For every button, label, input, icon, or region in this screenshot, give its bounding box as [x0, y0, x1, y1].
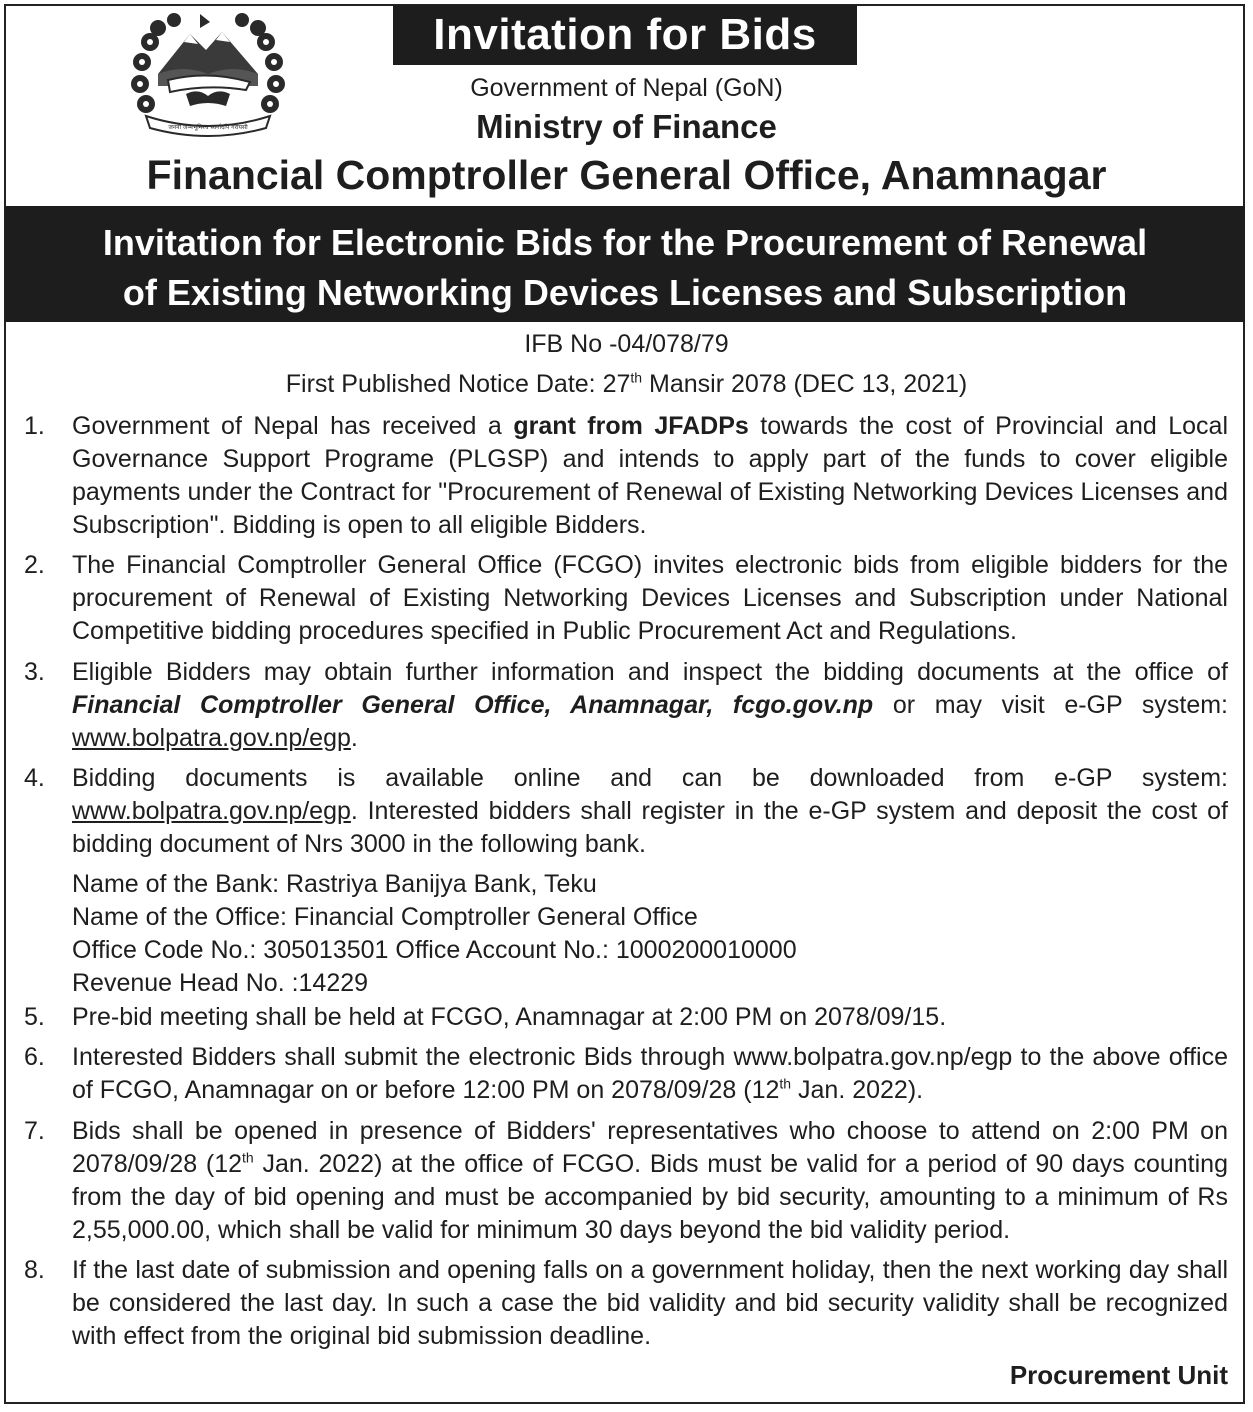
banner-line-1: Invitation for Electronic Bids for the Procurement of Renewal [102, 222, 1148, 263]
procurement-banner [5, 206, 1245, 322]
list-item-5 [24, 1001, 1228, 1034]
item-text: Bidding documents is available online and can be downloaded from e-GP system: www.bolpatra.gov.np/egp. Interested bidders shall register in the e-GP system and deposit the cost of bidding document of Nrs 3000 in the following bank. [72, 764, 1228, 858]
list-item-1 [24, 410, 1228, 542]
egp-link[interactable]: www.bolpatra.gov.np/egp [72, 797, 351, 825]
bank-details [72, 868, 797, 1000]
item-number: 5. [24, 1003, 45, 1031]
notice-title: Invitation for Bids [393, 5, 857, 65]
bank-office-name: Name of the Office: Financial Comptroller General Office [72, 903, 698, 931]
list-item-4 [24, 762, 1228, 861]
ifb-number: IFB No -04/078/79 [524, 330, 729, 358]
bank-name: Name of the Bank: Rastriya Banijya Bank, Teku [72, 870, 597, 898]
item-number: 6. [24, 1043, 45, 1071]
egp-link[interactable]: www.bolpatra.gov.np/egp [72, 724, 351, 752]
item-text: Bids shall be opened in presence of Bidders' representatives who choose to attend on 2:00 PM on 2078/09/28 (12th Jan. 2022) at the office of FCGO. Bids must be valid for a period of 90 days counting from the day of bid opening and must be accompanied by bid security, amounting to a minimum of Rs 2,55,000.00, which shall be valid for minimum 30 days beyond the bid validity period. [72, 1117, 1228, 1244]
government-name: Government of Nepal (GoN) [470, 74, 783, 102]
list-item-8 [24, 1254, 1228, 1353]
item-number: 1. [24, 412, 45, 440]
office-name: Financial Comptroller General Office, Anamnagar [146, 152, 1107, 198]
list-item-7 [24, 1115, 1228, 1247]
list-item-6 [24, 1041, 1228, 1107]
ministry-name: Ministry of Finance [476, 108, 777, 145]
item-number: 7. [24, 1117, 45, 1145]
bank-revenue-head: Revenue Head No. :14229 [72, 969, 369, 997]
item-number: 8. [24, 1256, 45, 1284]
item-number: 4. [24, 764, 45, 792]
item-text: Pre-bid meeting shall be held at FCGO, Anamnagar at 2:00 PM on 2078/09/15. [72, 1003, 947, 1031]
item-number: 3. [24, 658, 45, 686]
item-text: Interested Bidders shall submit the electronic Bids through www.bolpatra.gov.np/egp to the above office of FCGO, Anamnagar on or before 12:00 PM on 2078/09/28 (12th Jan. 2022). [72, 1043, 1228, 1104]
banner-line-2: of Existing Networking Devices Licenses and Subscription [122, 272, 1128, 313]
list-item-2 [24, 549, 1228, 648]
emblem-motto: जननी जन्मभूमिश्च स्वर्गादपि गरीयसी [168, 124, 248, 131]
item-number: 2. [24, 551, 45, 579]
list-item-3 [24, 656, 1228, 755]
item-text: The Financial Comptroller General Office (FCGO) invites electronic bids from eligible bidders for the procurement of Renewal of Existing Networking Devices Licenses and Subscription under National Competitive bidding procedures specified in Public Procurement Act and Regulations. [72, 551, 1228, 645]
bank-office-code: Office Code No.: 305013501 Office Account No.: 1000200010000 [72, 936, 797, 964]
item-text: If the last date of submission and opening falls on a government holiday, then the next working day shall be considered the last day. In such a case the bid validity and bid security validity shall be recognized with effect from the original bid submission deadline. [72, 1256, 1228, 1350]
signature-block: Procurement Unit [1009, 1360, 1228, 1390]
item-text: Government of Nepal has received a grant from JFADPs towards the cost of Provincial and Local Governance Support Programe (PLGSP) and intends to apply part of the funds to cover eligible payments under the Contract for "Procurement of Renewal of Existing Networking Devices Licenses and Subscription". Bidding is open to all eligible Bidders. [72, 412, 1228, 539]
item-text: Eligible Bidders may obtain further information and inspect the bidding documents at the office of Financial Comptroller General Office, Anamnagar, fcgo.gov.np or may visit e-GP system: www.bolpatra.gov.np/egp. [72, 658, 1228, 752]
published-notice-date: First Published Notice Date: 27th Mansir 2078 (DEC 13, 2021) [285, 369, 968, 398]
